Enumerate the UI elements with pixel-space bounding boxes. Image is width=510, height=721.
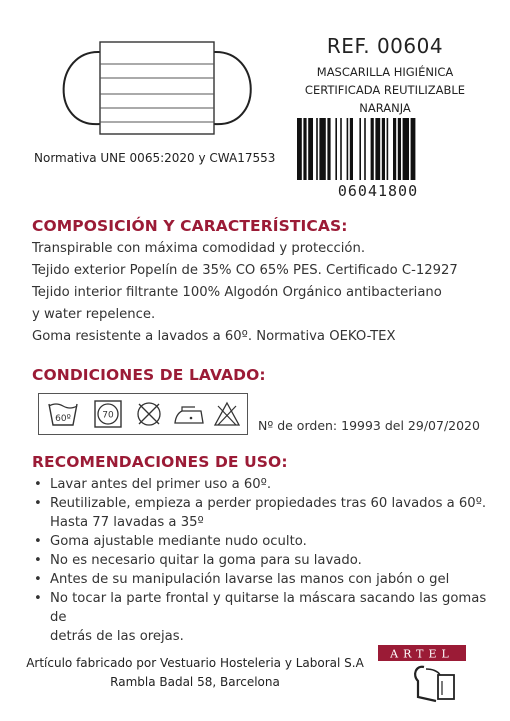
barcode-bar — [403, 118, 409, 180]
barcode-bar — [350, 118, 353, 180]
list-item: • Reutilizable, empieza a perder propiedades tras 60 lavados a 60º. Hasta 77 lavadas a 35º — [34, 496, 487, 530]
barcode-bar — [340, 118, 342, 180]
barcode-bar — [371, 118, 374, 180]
footer-address: Rambla Badal 58, Barcelona — [110, 675, 280, 689]
normativa-text: Normativa UNE 0065:2020 y CWA17553 — [34, 151, 276, 165]
barcode-bar — [364, 118, 366, 180]
barcode-bar — [303, 118, 306, 180]
composicion-title: COMPOSICIÓN Y CARACTERÍSTICAS: — [32, 217, 348, 235]
list-item: • Lavar antes del primer uso a 60º. — [34, 477, 272, 492]
bullet-icon: • — [34, 553, 42, 568]
wash-temp-label: 60º — [55, 414, 71, 424]
barcode-bar — [411, 118, 416, 180]
composicion-line: Tejido interior filtrante 100% Algodón Orgánico antibacteriano — [32, 285, 442, 300]
dry-temp-label: 70 — [102, 410, 114, 421]
list-item: • No tocar la parte frontal y quitarse la máscara sacando las gomas de detrás de las orejas. — [34, 591, 487, 644]
care-symbols-box — [38, 393, 248, 435]
barcode-bar — [327, 118, 330, 180]
list-item: • Antes de su manipulación lavarse las manos con jabón o gel — [34, 572, 450, 587]
barcode — [297, 118, 459, 180]
list-item: • Goma ajustable mediante nudo oculto. — [34, 534, 307, 549]
list-item: • No es necesario quitar la goma para su lavado. — [34, 553, 362, 568]
composicion-line: Transpirable con máxima comodidad y protección. — [32, 241, 366, 256]
bullet-icon: • — [34, 572, 42, 587]
composicion-line: y water repelence. — [32, 307, 156, 322]
barcode-bar — [393, 118, 396, 180]
barcode-bar — [316, 118, 318, 180]
recomendaciones-list — [32, 475, 492, 646]
product-name-line-3: NARANJA — [359, 101, 411, 115]
artel-logo — [378, 645, 466, 707]
product-ref: REF. 00604 — [326, 34, 444, 58]
barcode-bar — [297, 118, 302, 180]
barcode-bar — [359, 118, 361, 180]
composicion-line: Tejido exterior Popelín de 35% CO 65% PES. Certificado C-12927 — [32, 263, 458, 278]
barcode-bar — [319, 118, 325, 180]
lavado-title: CONDICIONES DE LAVADO: — [32, 366, 266, 384]
composicion-line: Goma resistente a lavados a 60º. Normativa OEKO-TEX — [32, 329, 396, 344]
mask-illustration — [48, 38, 266, 136]
barcode-bar — [398, 118, 401, 180]
barcode-number: 06041800 — [337, 182, 419, 200]
bullet-icon: • — [34, 534, 42, 549]
no-bleach-icon — [135, 400, 163, 428]
barcode-bar — [335, 118, 337, 180]
footer-manufacturer: Artículo fabricado por Vestuario Hosteleria y Laboral S.A — [26, 656, 364, 670]
no-dry-clean-icon — [213, 400, 241, 428]
barcode-bar — [308, 118, 313, 180]
bullet-icon: • — [34, 591, 42, 606]
recomendaciones-title: RECOMENDACIONES DE USO: — [32, 453, 288, 471]
iron-low-icon — [173, 404, 205, 426]
barcode-bar — [347, 118, 349, 180]
bullet-icon: • — [34, 477, 42, 492]
barcode-bar — [387, 118, 389, 180]
barcode-bar — [375, 118, 380, 180]
tumble-dry-70-icon — [93, 399, 123, 429]
wash-60-icon — [47, 400, 79, 428]
product-name-line-2: CERTIFICADA REUTILIZABLE — [304, 83, 466, 97]
barcode-bar — [382, 118, 385, 180]
bullet-icon: • — [34, 496, 42, 511]
artel-logo-text: ARTEL — [390, 647, 454, 661]
product-name-line-1: MASCARILLA HIGIÉNICA — [316, 65, 454, 79]
orden-text: Nº de orden: 19993 del 29/07/2020 — [258, 418, 480, 433]
